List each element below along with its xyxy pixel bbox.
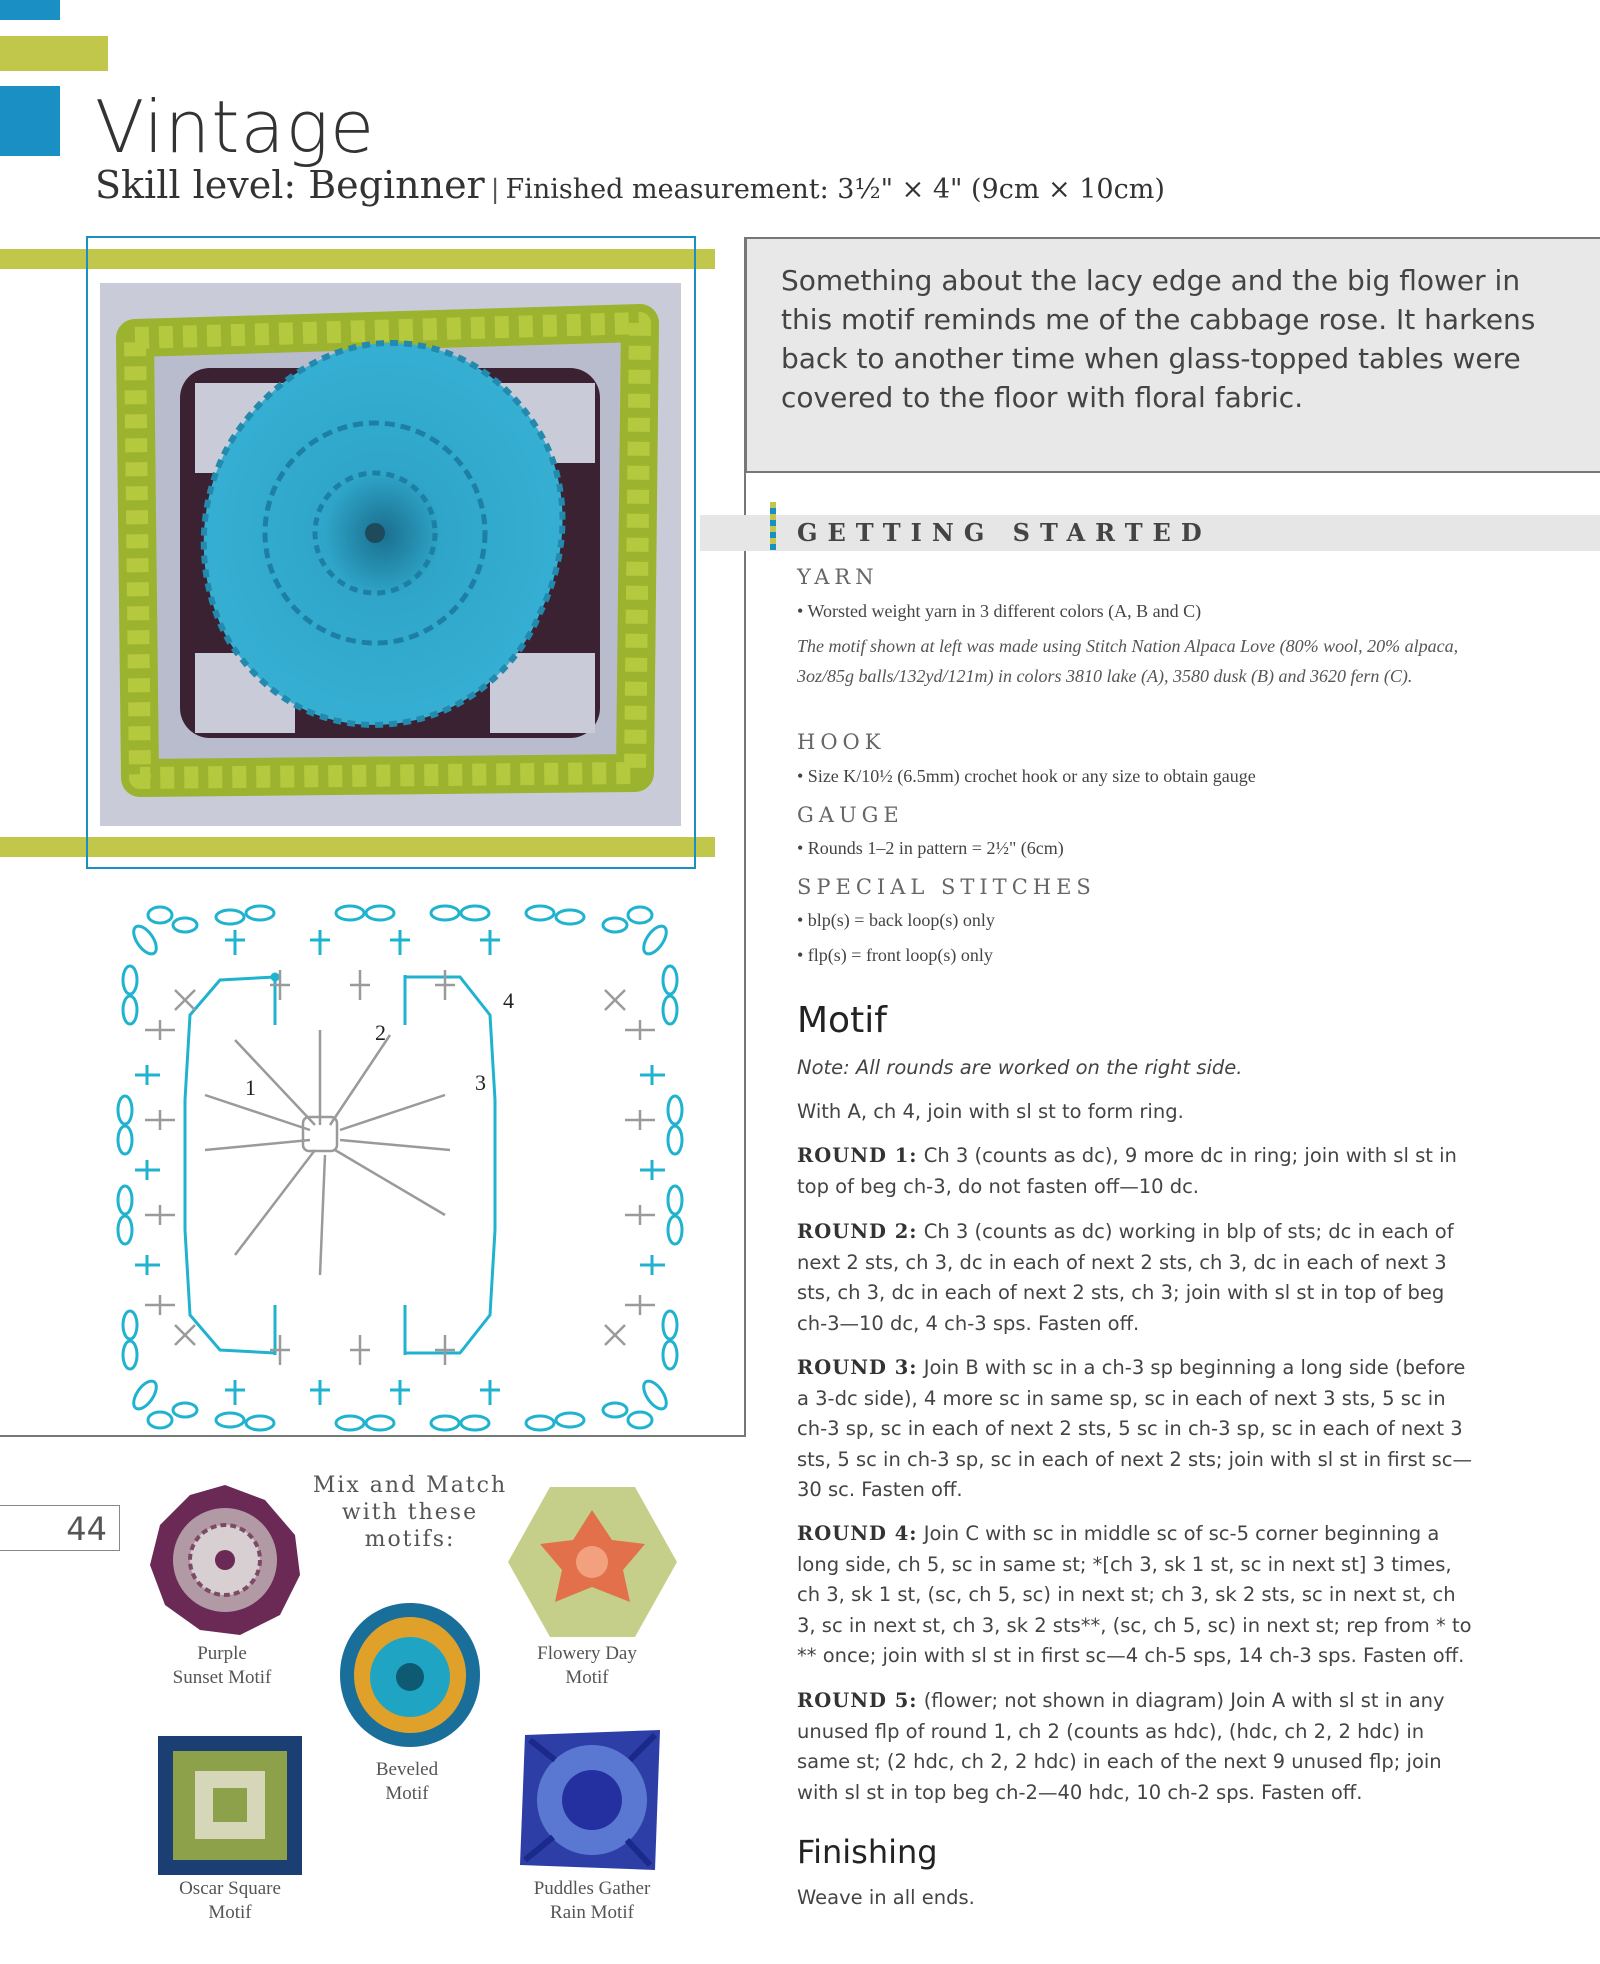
caption-flowery-day xyxy=(477,1642,697,1690)
finishing-text: Weave in all ends. xyxy=(797,1886,975,1909)
getting-started-heading: GETTING STARTED xyxy=(797,518,1212,547)
round-4-text: Join C with sc in middle sc of sc-5 corner beginning a long side, ch 5, sc in same st; *[ch 3, sk 1 st, sc in next st] 3 times, ch 3, sk 1 st, (sc, ch 5, sc) in next st; ch 3, sk 2 sts, sc in next st, ch 3, sc in next st, ch 3, sk 2 sts**, (sc, ch 5, sc) in next st; rep from * to ** once; join with sl st in first sc—4 ch-5 sps, 14 ch-3 sps. Fasten off. xyxy=(797,1522,1472,1667)
beveled-motif-image xyxy=(330,1595,490,1755)
diagram-label-round-3: 3 xyxy=(475,1070,486,1095)
yarn-label: YARN xyxy=(797,565,879,589)
mix-and-match-line-2: with these xyxy=(341,1500,479,1525)
caption-puddles-gather xyxy=(482,1877,702,1925)
caption-beveled xyxy=(297,1758,517,1806)
description-text: Something about the lacy edge and the big flower in this motif reminds me of the cabbage rose. It harkens back to another time when glass-topped tables were covered to the floor with floral fabric. xyxy=(781,264,1536,414)
page-number-box xyxy=(0,1505,120,1551)
gauge-line: • Rounds 1–2 in pattern = 2½" (6cm) xyxy=(797,838,1064,858)
flowery-day-motif-image xyxy=(505,1482,680,1642)
caption-oscar-square xyxy=(120,1877,340,1925)
mix-and-match-line-1: Mix and Match xyxy=(312,1473,508,1498)
motif-intro: With A, ch 4, join with sl st to form ring. xyxy=(797,1100,1184,1123)
caption-purple-sunset-line2: Sunset Motif xyxy=(172,1667,272,1688)
round-1 xyxy=(797,1141,1477,1202)
getting-started-marker xyxy=(770,502,776,550)
description-box xyxy=(745,237,1600,473)
diagram-cyan-crosses xyxy=(135,930,665,1405)
round-5-text: (flower; not shown in diagram) Join A with sl st in any unused flp of round 1, ch 2 (counts as hdc), (hdc, ch 2, 2 hdc) in same st; (2 hdc, ch 2, 2 hdc) in each of the next 9 unused flp; join with sl st in top beg ch-2—40 hdc, 10 ch-2 sps. Fasten off. xyxy=(797,1689,1445,1804)
round-3-label: ROUND 3: xyxy=(797,1356,918,1379)
diagram-frame-line xyxy=(0,1435,745,1437)
finishing-heading: Finishing xyxy=(797,1833,938,1871)
diagram-label-round-1: 1 xyxy=(245,1075,256,1100)
round-1-text: Ch 3 (counts as dc), 9 more dc in ring; join with sl st in top of beg ch-3, do not fasten off—10 dc. xyxy=(797,1144,1457,1198)
round-2-label: ROUND 2: xyxy=(797,1220,918,1243)
round-2-text: Ch 3 (counts as dc) working in blp of sts; dc in each of next 2 sts, ch 3, dc in each of next 2 sts, ch 3, dc in each of next 3 sts, ch 3, dc in each of next 2 sts, ch 3; join with sl st in top of beg ch-3—10 dc, 4 ch-3 sps. Fasten off. xyxy=(797,1220,1454,1335)
diagram-outer-chains xyxy=(118,906,682,1430)
page-number: 44 xyxy=(66,1510,107,1548)
header-bar-lime xyxy=(0,36,108,71)
page-title: Vintage xyxy=(95,85,376,169)
caption-beveled-line1: Beveled xyxy=(375,1759,439,1780)
caption-beveled-line2: Motif xyxy=(385,1783,429,1804)
caption-puddles-gather-line2: Rain Motif xyxy=(550,1902,634,1923)
oscar-square-motif-image xyxy=(155,1733,305,1878)
caption-flowery-day-line1: Flowery Day xyxy=(537,1643,637,1664)
column-divider xyxy=(744,237,746,1437)
special-stitch-2: • flp(s) = front loop(s) only xyxy=(797,945,993,965)
diagram-label-round-4: 4 xyxy=(503,988,514,1013)
hook-line: • Size K/10½ (6.5mm) crochet hook or any size to obtain gauge xyxy=(797,766,1256,786)
motif-heading: Motif xyxy=(797,1000,887,1041)
caption-puddles-gather-line1: Puddles Gather xyxy=(533,1878,651,1899)
special-stitch-1: • blp(s) = back loop(s) only xyxy=(797,910,995,930)
caption-oscar-square-line2: Motif xyxy=(208,1902,252,1923)
header-bar-blue xyxy=(0,86,60,156)
puddles-gather-rain-motif-image xyxy=(515,1725,670,1875)
round-5 xyxy=(797,1686,1477,1808)
round-2 xyxy=(797,1217,1477,1339)
diagram-label-round-2: 2 xyxy=(375,1020,386,1045)
subtitle xyxy=(95,163,1165,207)
round-4-label: ROUND 4: xyxy=(797,1522,918,1545)
mix-and-match-title xyxy=(305,1472,515,1553)
mix-and-match-line-3: motifs: xyxy=(364,1527,456,1552)
round-3 xyxy=(797,1353,1477,1506)
subtitle-separator: | xyxy=(490,175,500,205)
crochet-square-image xyxy=(100,283,681,826)
motif-note: Note: All rounds are worked on the right side. xyxy=(797,1056,1243,1079)
crochet-diagram xyxy=(115,895,685,1445)
caption-oscar-square-line1: Oscar Square xyxy=(179,1878,281,1899)
yarn-note: The motif shown at left was made using Stitch Nation Alpaca Love (80% wool, 20% alpaca, 3oz/85g balls/132yd/121m) in colors 3810 lake (A), 3580 dusk (B) and 3620 fern (C). xyxy=(797,636,1459,686)
round-3-text: Join B with sc in a ch-3 sp beginning a long side (before a 3-dc side), 4 more sc in same sp, sc in each of next 3 sts, 5 sc in ch-3 sp, sc in each of next 2 sts, 5 sc in ch-3 sp, sc in each of next 3 sts, 5 sc in ch-3 sp, sc in each of next 2 sts; join with sl st in first sc—30 sc. Fasten off. xyxy=(797,1356,1473,1501)
caption-purple-sunset xyxy=(112,1642,332,1690)
hook-label: HOOK xyxy=(797,730,886,754)
diagram-gray-stitches xyxy=(145,970,655,1365)
round-4 xyxy=(797,1519,1477,1672)
gauge-label: GAUGE xyxy=(797,803,904,827)
finished-measurement: Finished measurement: 3½" × 4" (9cm × 10cm) xyxy=(505,174,1165,205)
round-1-label: ROUND 1: xyxy=(797,1144,918,1167)
caption-flowery-day-line2: Motif xyxy=(565,1667,609,1688)
motif-photo xyxy=(100,283,681,826)
round-5-label: ROUND 5: xyxy=(797,1689,918,1712)
yarn-line: • Worsted weight yarn in 3 different colors (A, B and C) xyxy=(797,601,1202,621)
purple-sunset-motif-image xyxy=(145,1480,305,1640)
header-bar-blue-top xyxy=(0,0,60,20)
special-stitches-label: SPECIAL STITCHES xyxy=(797,875,1096,899)
diagram-round-3-lines xyxy=(185,974,495,1355)
skill-level: Skill level: Beginner xyxy=(95,163,485,207)
caption-purple-sunset-line1: Purple xyxy=(197,1643,247,1664)
